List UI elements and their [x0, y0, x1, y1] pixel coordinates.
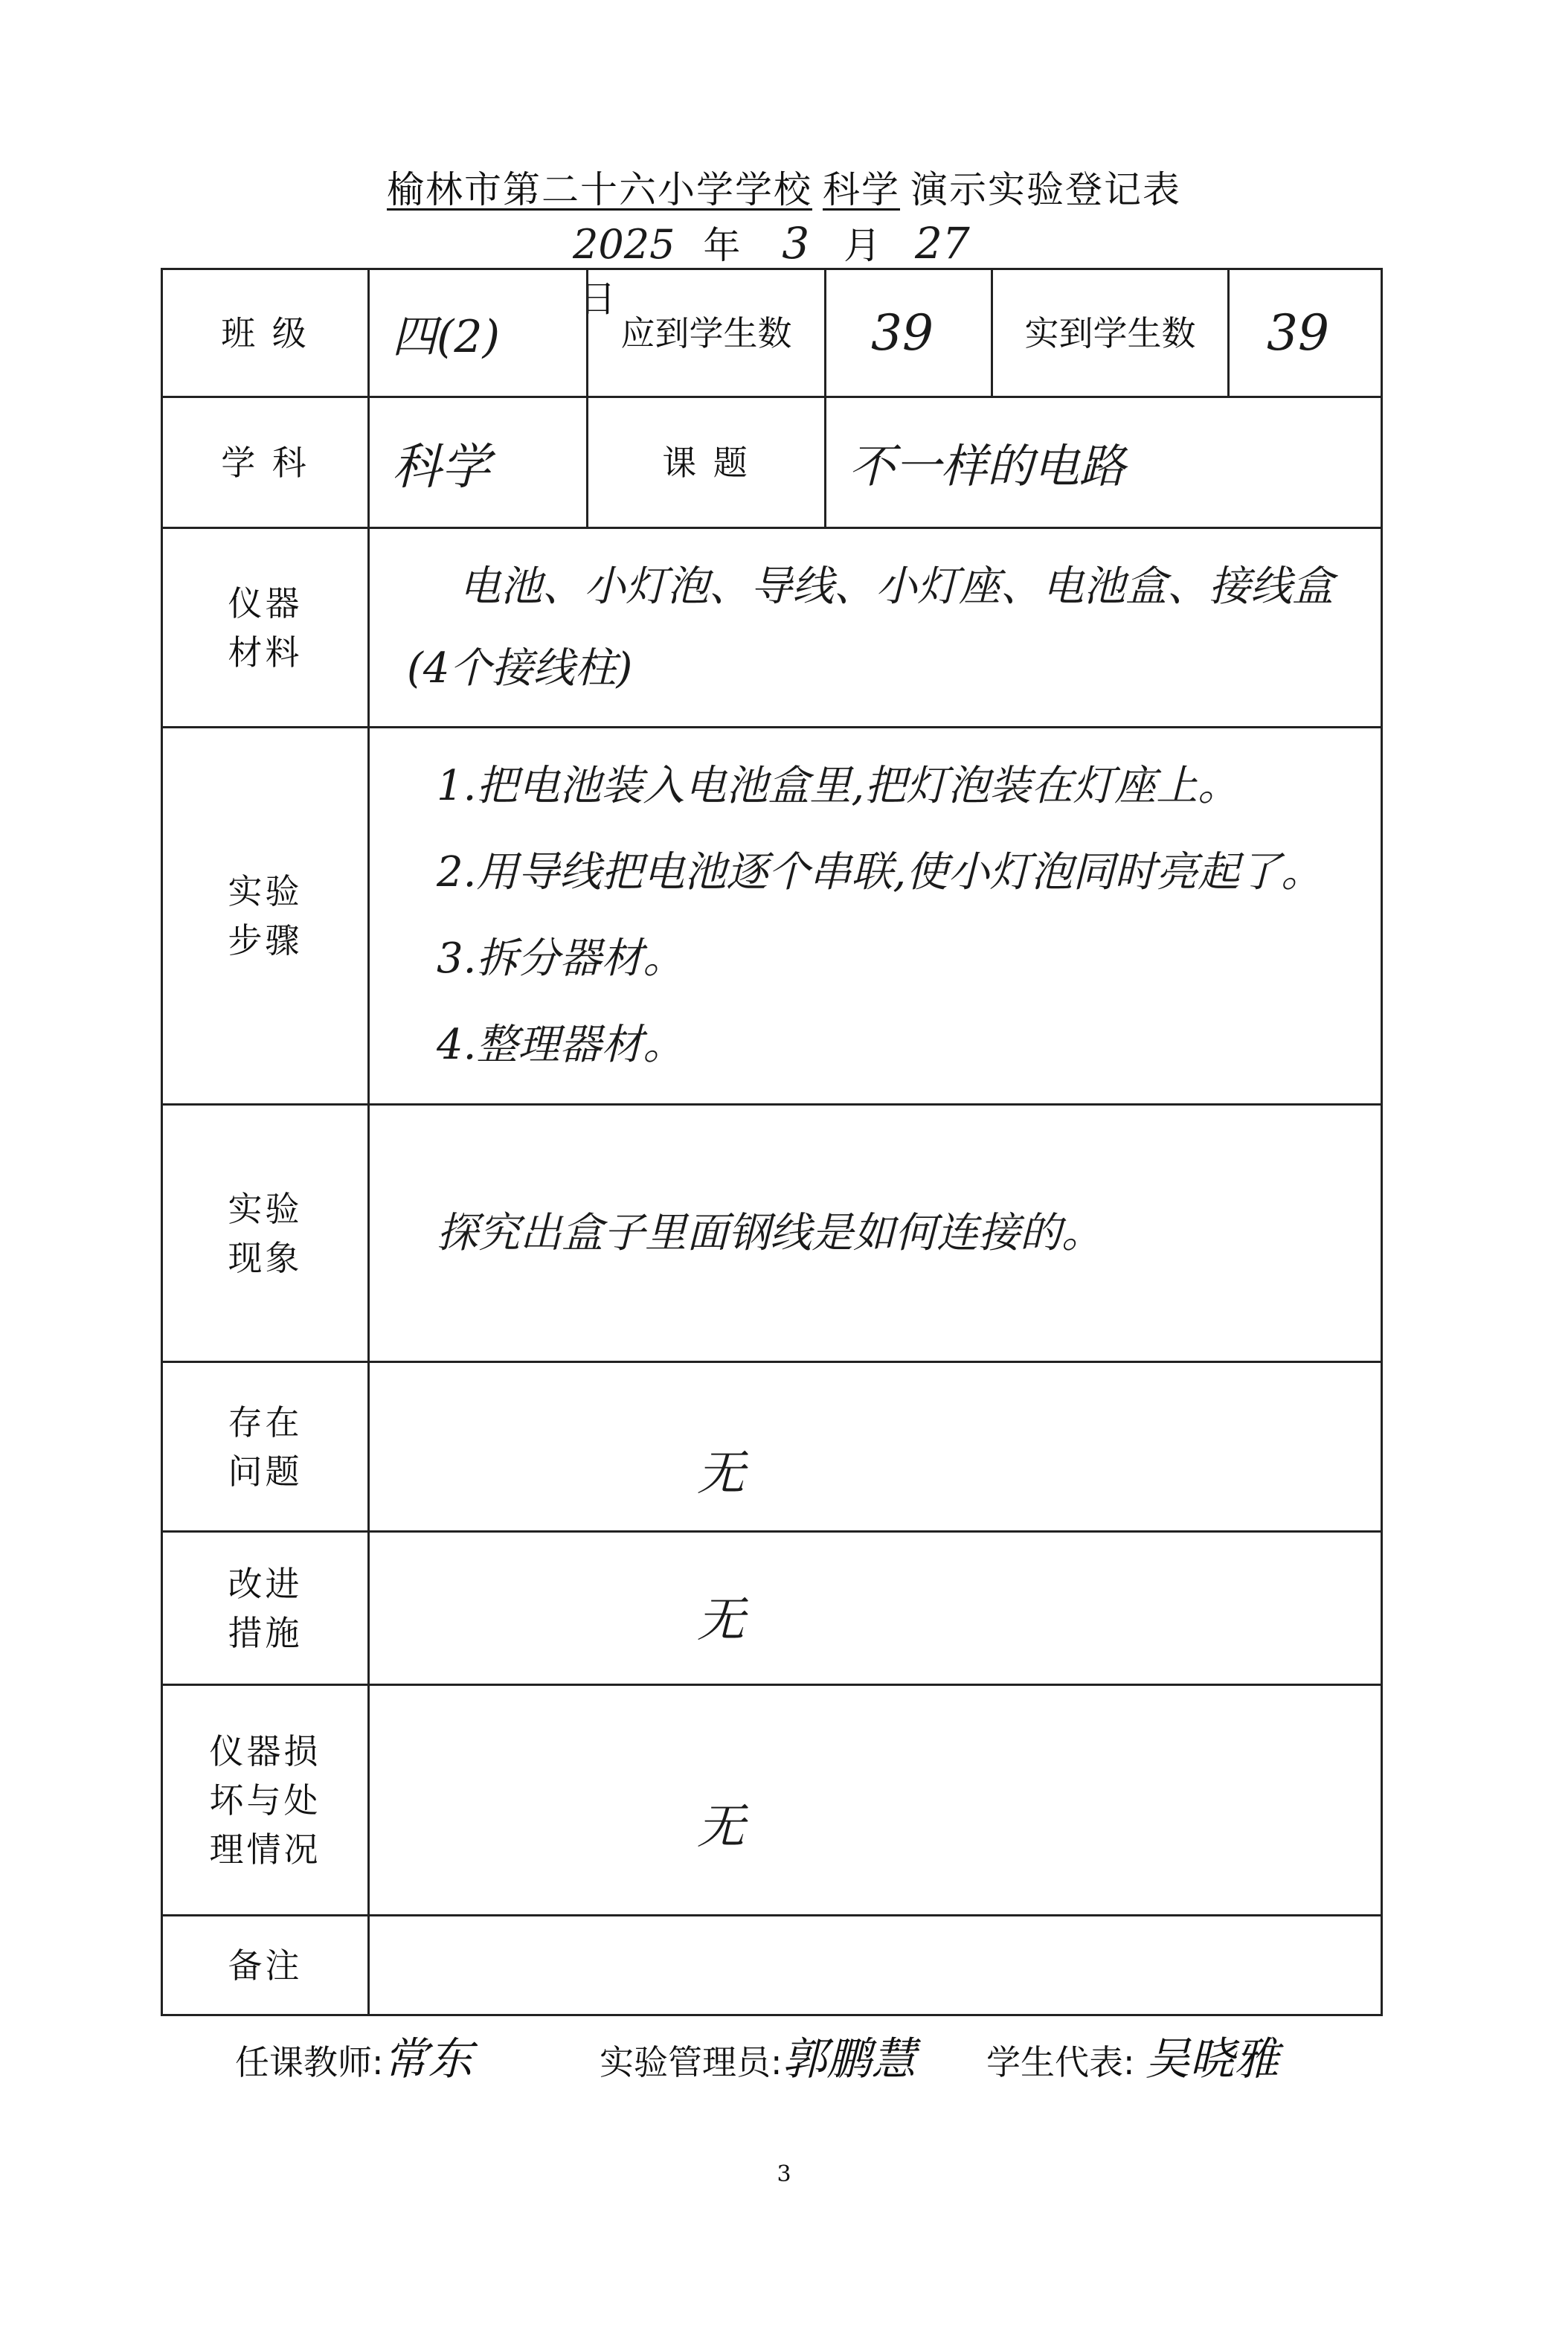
steps-label	[162, 728, 369, 1105]
step-item: 1.把电池装入电池盒里,把灯泡装在灯座上。	[437, 762, 1240, 810]
expected-value: 39	[826, 269, 992, 397]
step-item: 3.拆分器材。	[437, 934, 685, 983]
measures-label-line-1: 改进	[228, 1563, 303, 1604]
damage-label-line-2: 坏与处	[209, 1780, 321, 1820]
damage-label-line-1: 仪器损	[209, 1730, 321, 1771]
row-measures	[162, 1532, 1382, 1685]
phenomenon-value: 探究出盒子里面钢线是如何连接的。	[369, 1105, 1382, 1362]
row-materials	[162, 528, 1382, 728]
signature-footer	[235, 2024, 1395, 2091]
page-number: 3	[777, 2161, 791, 2187]
date-year: 2025	[573, 221, 675, 268]
damage-value: 无	[369, 1685, 1382, 1916]
row-subject	[162, 397, 1382, 528]
actual-label: 实到学生数	[992, 269, 1229, 397]
measures-label-line-2: 措施	[228, 1612, 303, 1653]
phenomenon-label-line-2: 现象	[228, 1237, 303, 1278]
row-steps	[162, 728, 1382, 1105]
student-signature	[986, 2024, 1279, 2088]
materials-label-line-2: 材料	[228, 632, 303, 673]
row-class	[162, 269, 1382, 397]
class-label: 班 级	[162, 269, 369, 397]
materials-line-2: (4个接线柱)	[407, 644, 633, 693]
admin-signature	[600, 2024, 916, 2088]
problems-label-line-2: 问题	[228, 1451, 303, 1492]
step-item: 4.整理器材。	[437, 1021, 685, 1069]
actual-value: 39	[1229, 269, 1382, 397]
row-damage	[162, 1685, 1382, 1916]
materials-content	[369, 528, 1382, 728]
problems-label	[162, 1362, 369, 1532]
topic-value: 不一样的电路	[826, 397, 1382, 528]
row-remarks	[162, 1916, 1382, 2015]
remarks-label: 备注	[162, 1916, 369, 2015]
phenomenon-label	[162, 1105, 369, 1362]
date-month-label: 月	[844, 224, 881, 267]
date-day: 27	[914, 218, 970, 269]
measures-label	[162, 1532, 369, 1685]
measures-value: 无	[369, 1532, 1382, 1685]
materials-label	[162, 528, 369, 728]
phenomenon-label-line-1: 实验	[228, 1188, 303, 1229]
materials-label-line-1: 仪器	[228, 583, 303, 623]
teacher-label: 任课教师:	[235, 2042, 384, 2082]
registration-table	[161, 268, 1383, 2016]
subject-label: 学 科	[162, 397, 369, 528]
step-item: 2.用导线把电池逐个串联,使小灯泡同时亮起了。	[437, 848, 1323, 896]
expected-label: 应到学生数	[588, 269, 826, 397]
date-year-label: 年	[703, 224, 741, 267]
problems-value: 无	[369, 1362, 1382, 1532]
admin-name: 郭鹏慧	[782, 2033, 916, 2085]
student-name: 吴晓雅	[1145, 2033, 1279, 2085]
subject-blank: 科学	[823, 168, 900, 211]
teacher-signature	[235, 2024, 473, 2088]
subject-value: 科学	[369, 397, 588, 528]
row-phenomenon	[162, 1105, 1382, 1362]
materials-line-1: 电池、小灯泡、导线、小灯座、电池盒、接线盒	[459, 562, 1334, 611]
steps-label-line-1: 实验	[228, 871, 303, 911]
form-title	[0, 160, 1568, 214]
class-value: 四(2)	[369, 269, 588, 397]
date-day-label: 日	[579, 278, 616, 321]
damage-label-line-3: 理情况	[209, 1829, 321, 1870]
damage-label	[162, 1685, 369, 1916]
teacher-name: 常东	[383, 2033, 473, 2085]
topic-label: 课 题	[588, 397, 826, 528]
steps-label-line-2: 步骤	[228, 920, 303, 960]
student-label: 学生代表:	[986, 2042, 1135, 2082]
school-name: 榆林市第二十六小学学校	[387, 168, 812, 211]
problems-label-line-1: 存在	[228, 1402, 303, 1443]
remarks-value	[369, 1916, 1382, 2015]
admin-label: 实验管理员:	[600, 2042, 783, 2082]
date-month: 3	[782, 218, 810, 269]
row-problems	[162, 1362, 1382, 1532]
form-name: 演示实验登记表	[910, 168, 1181, 211]
steps-content	[369, 728, 1382, 1105]
